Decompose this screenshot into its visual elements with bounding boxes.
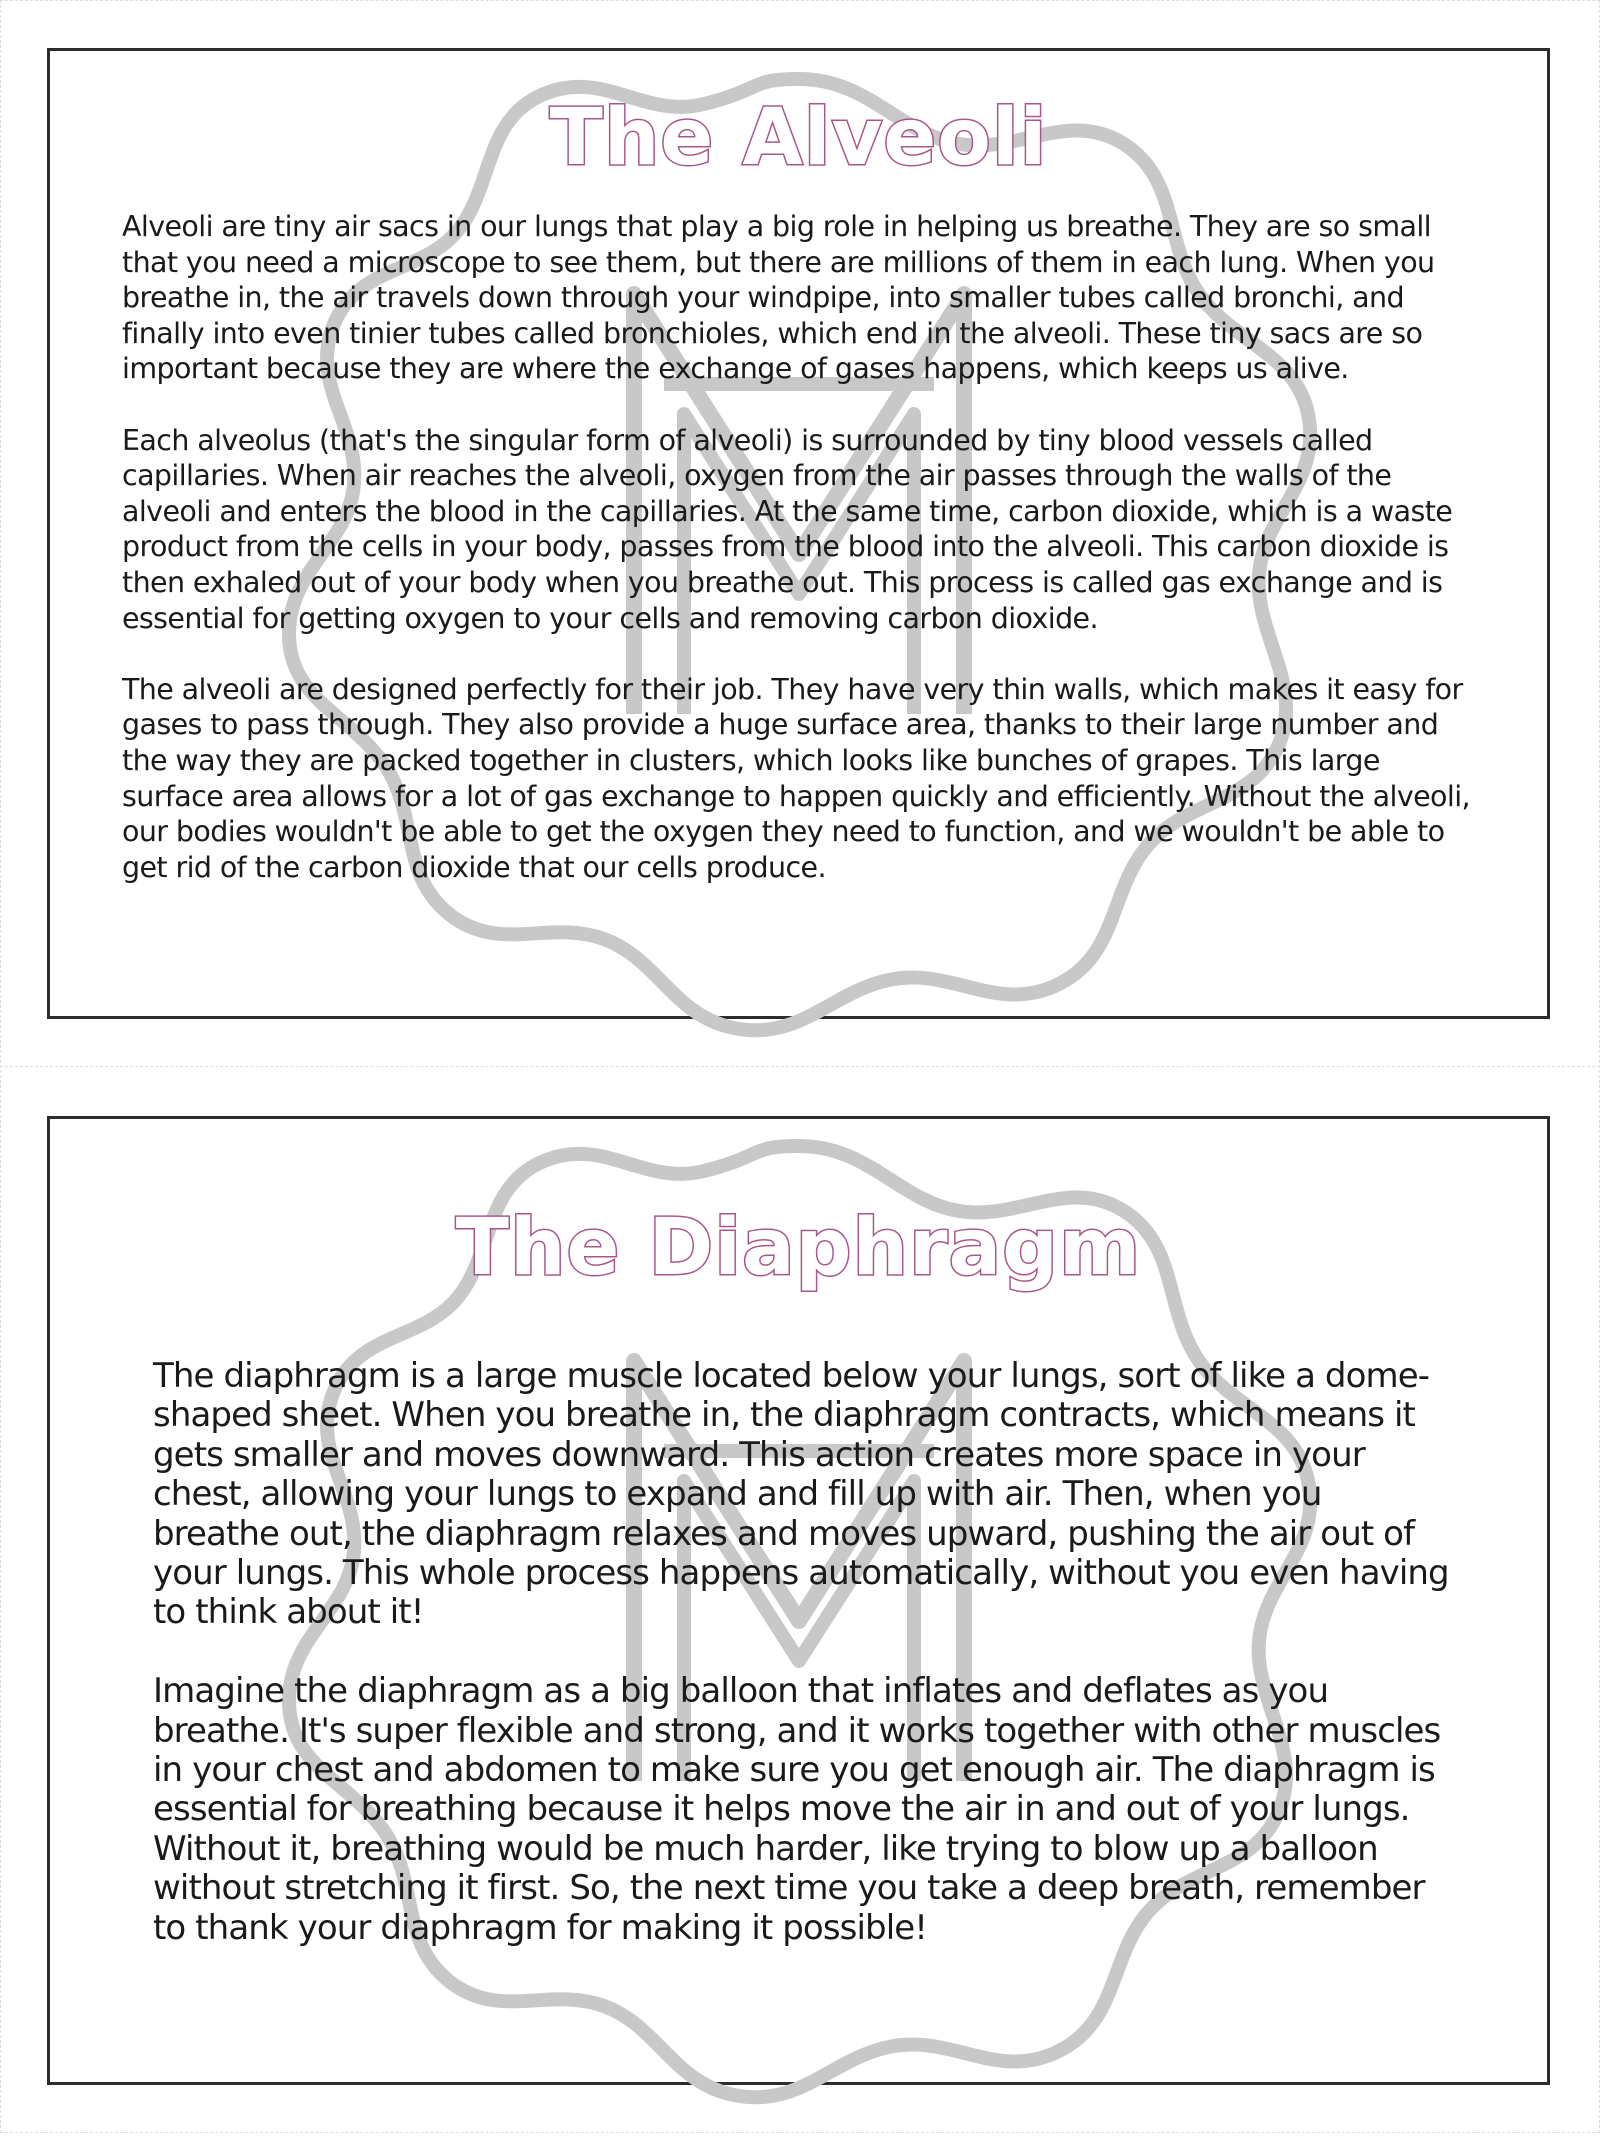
paragraph: Imagine the diaphragm as a big balloon that inflates and deflates as you breathe. It's super flexible and strong, and it works together with other muscles in your chest and abdomen to make sure you get enough air. The diaphragm is essential for breathing because it helps move the air in and out of your lungs. Without it, breathing would be much harder, like trying to blow up a balloon without stretching it first. So, the next time you take a deep breath, remember to thank your diaphragm for making it possible! <box>153 1671 1441 1948</box>
cut-line <box>0 1066 1600 1067</box>
paragraph: The diaphragm is a large muscle located below your lungs, sort of like a dome-shaped sheet. When you breathe in, the diaphragm contracts, which means it gets smaller and moves downward. This action creates more space in your chest, allowing your lungs to expand and fill up with air. Then, when you breathe out, the diaphragm relaxes and moves upward, pushing the air out of your lungs. This whole process happens automatically, without you even having to think about it! <box>153 1356 1449 1633</box>
info-card-diaphragm <box>47 1116 1550 2085</box>
card-body <box>122 209 1477 885</box>
card-title: The Diaphragm <box>455 1203 1142 1293</box>
card-body <box>153 1357 1457 1948</box>
page-edge-top <box>0 0 1600 1</box>
paragraph: Alveoli are tiny air sacs in our lungs that play a big role in helping us breathe. They are so small that you need a microscope to see them, but there are millions of them in each lung. When you breathe in, the air travels down through your windpipe, into smaller tubes called bronchi, and finally into even tinier tubes called bronchioles, which end in the alveoli. These tiny sacs are so important because they are where the exchange of gases happens, which keeps us alive. <box>122 210 1435 386</box>
card-title: The Alveoli <box>549 93 1048 183</box>
paragraph: Each alveolus (that's the singular form of alveoli) is surrounded by tiny blood vessels called capillaries. When air reaches the alveoli, oxygen from the air passes through the walls of the alveoli and enters the blood in the capillaries. At the same time, carbon dioxide, which is a waste product from the cells in your body, passes from the blood into the alveoli. This carbon dioxide is then exhaled out of your body when you breathe out. This process is called gas exchange and is essential for getting oxygen to your cells and removing carbon dioxide. <box>122 423 1453 635</box>
info-card-alveoli <box>47 48 1550 1019</box>
paragraph: The alveoli are designed perfectly for their job. They have very thin walls, which makes it easy for gases to pass through. They also provide a huge surface area, thanks to their large number and the way they are packed together in clusters, which looks like bunches of grapes. This large surface area allows for a lot of gas exchange to happen quickly and efficiently. Without the alveoli, our bodies wouldn't be able to get the oxygen they need to function, and we wouldn't be able to get rid of the carbon dioxide that our cells produce. <box>122 672 1470 884</box>
